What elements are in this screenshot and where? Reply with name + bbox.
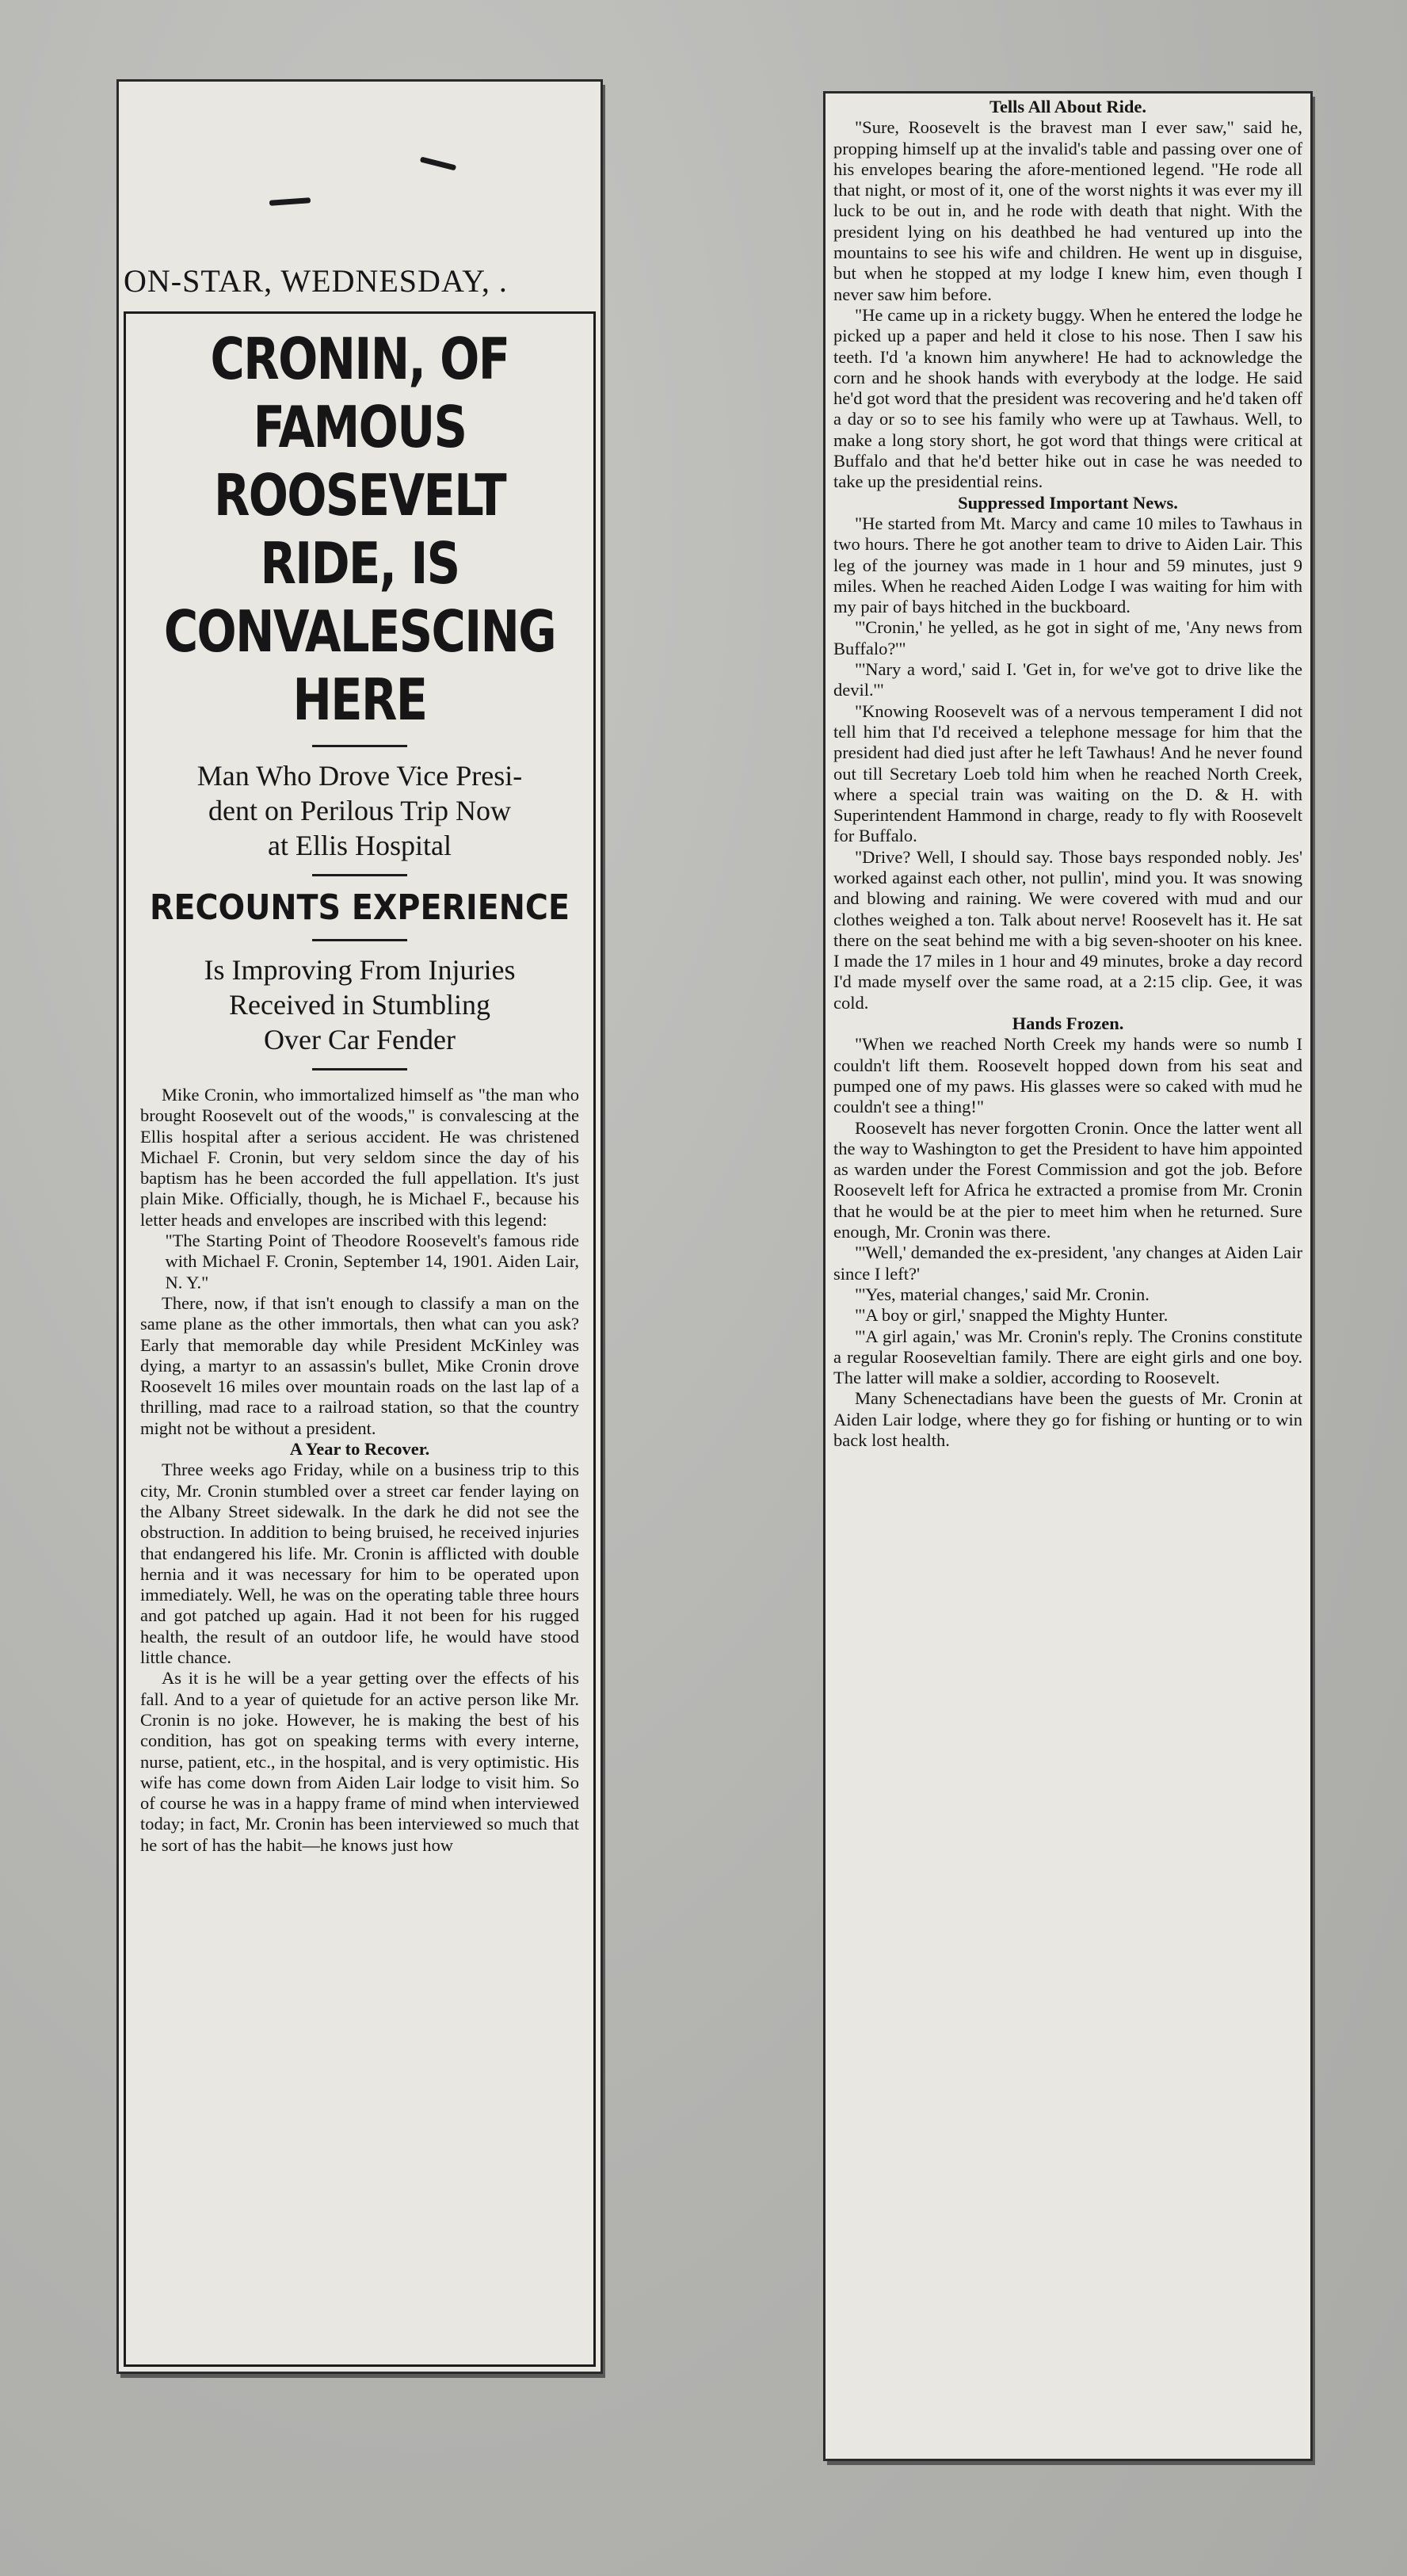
- headline-line: CRONIN, OF FAMOUS: [210, 326, 509, 460]
- paragraph: "'Cronin,' he yelled, as he got in sight of me, 'Any news from Buffalo?'": [833, 617, 1302, 658]
- subheading: Hands Frozen.: [1012, 1013, 1124, 1034]
- paragraph: "'Well,' demanded the ex-president, 'any changes at Aiden Lair since I left?': [833, 1242, 1302, 1284]
- ink-mark: [269, 197, 311, 206]
- deck-line: at Ellis Hospital: [268, 830, 452, 861]
- ink-mark: [420, 157, 456, 171]
- masthead: ON-STAR, WEDNESDAY, .: [124, 263, 508, 299]
- paragraph: "When we reached North Creek my hands were so numb I couldn't lift them. Roosevelt hopped down from his seat and pumped one of my paws. His glasses were so caked with mud he couldn't see a thing!": [833, 1034, 1302, 1117]
- paragraph: As it is he will be a year getting over the effects of his fall. And to a year of quietude for an active person like Mr. Cronin is no joke. However, he is making the best of his condition, has got on speaking terms with every interne, nurse, patient, etc., in the hospital, and is very optimistic. His wife has come down from Aiden Lair lodge to visit him. So of course he was in a happy frame of mind when interviewed today; in fact, Mr. Cronin has been interviewed so much that he sort of has the habit—he knows just how: [140, 1668, 579, 1855]
- paragraph: "'Yes, material changes,' said Mr. Cronin.: [855, 1284, 1150, 1304]
- paragraph: "'Nary a word,' said I. 'Get in, for we've got to drive like the devil.'": [833, 659, 1302, 700]
- paragraph: "He came up in a rickety buggy. When he entered the lodge he picked up a paper and held it close to his nose. Then I saw his teeth. I'd 'a known him anywhere! He had to acknowledge the corn and he shook hands with everybody at the lodge. He said he'd got word that the president was recovering and he'd taken off a day or so to see his family who were up at Tawhaus. Well, to make a long story short, he got word that things were critical at Buffalo and that he'd better hike out in case he was needed to take up the presidential reins.: [833, 304, 1302, 492]
- paragraph: Many Schenectadians have been the guests of Mr. Cronin at Aiden Lair lodge, where they go for fishing or hunting or to win back lost health.: [833, 1388, 1302, 1450]
- paragraph: Roosevelt has never forgotten Cronin. Once the latter went all the way to Washington to get the President to have him appointed as warden under the Forest Commission and got the job. Before Roosevelt left for Africa he extracted a promise from Mr. Cronin that he would be at the pier to meet him when he returned. Sure enough, Mr. Cronin was there.: [833, 1117, 1302, 1242]
- deck-line: Is Improving From Injuries: [204, 954, 516, 986]
- legend-quote: "The Starting Point of Theodore Roosevelt's famous ride with Michael F. Cronin, September 14, 1901. Aiden Lair, N. Y.": [165, 1231, 579, 1292]
- paragraph: "'A boy or girl,' snapped the Mighty Hunter.: [855, 1305, 1169, 1326]
- left-newspaper-clipping: [119, 82, 601, 2372]
- clipping-header-strip: [119, 82, 601, 246]
- paragraph: There, now, if that isn't enough to classify a man on the same plane as the other immortals, then what can you ask? Early that memorable day while President McKinley was dying, a martyr to an assassin's bullet, Mike Cronin drove Roosevelt 16 miles over mountain roads on the last lap of a thrilling, mad race to a railroad station, so that the country might not be without a president.: [140, 1292, 579, 1438]
- paragraph: "Sure, Roosevelt is the bravest man I ever saw," said he, propping himself up at the invalid's table and passing over one of his envelopes bearing the afore-mentioned legend. "He rode all that night, or most of it, one of the worst nights it was ever my ill luck to be out in, and he rode with death that night. With the president lying on his deathbed he had ventured up into the mountains to see his wife and children. He went up in disguise, but when he stopped at my lodge I knew him, even though I never saw him before.: [833, 117, 1302, 304]
- article-body: [140, 1085, 579, 1856]
- deck-line: Over Car Fender: [264, 1024, 456, 1055]
- subheading: Tells All About Ride.: [989, 97, 1146, 116]
- paragraph: "'A girl again,' was Mr. Cronin's reply. The Cronins constitute a regular Rooseveltian family. There are eight girls and one boy. The latter will make a soldier, according to Roosevelt.: [833, 1326, 1302, 1388]
- article-box: [124, 311, 596, 2367]
- article-body-continued: [826, 93, 1310, 1451]
- subheading: Suppressed Important News.: [958, 492, 1178, 513]
- deck-line: dent on Perilous Trip Now: [208, 795, 512, 826]
- headline-line: ROOSEVELT RIDE, IS: [213, 462, 506, 597]
- paragraph: "Knowing Roosevelt was of a nervous temperament I did not tell him that I'd received a telephone message for him that the president had died just after he left Tawhaus! And he never found out till Secretary Loeb told him when he reached North Creek, where a special train was waiting on the D. & H. with Superintendent Hammond in charge, ready to fly with Roosevelt for Buffalo.: [833, 700, 1302, 846]
- deck-line: Received in Stumbling: [229, 989, 490, 1021]
- paragraph: "Drive? Well, I should say. Those bays responded nobly. Jes' worked against each other, not pullin', mind you. It was snowing and blowing and raining. We were covered with mud and our clothes weighed a ton. Talk about nerve! Roosevelt has it. He sat there on the seat behind me with a big seven-shooter on his knee. I made the 17 miles in 1 hour and 49 minutes, broke a day record I'd made myself over the same road, at a 2:15 clip. Gee, it was cold.: [833, 846, 1302, 1013]
- right-newspaper-clipping: [826, 93, 1310, 2459]
- paragraph: Mike Cronin, who immortalized himself as "the man who brought Roosevelt out of the woods," is convalescing at the Ellis hospital after a serious accident. He was christened Michael F. Cronin, but very seldom since the day of his baptism has he been accorded the full appellation. It's just plain Mike. Officially, though, he is Michael F., because his letter heads and envelopes are inscribed with this legend:: [140, 1085, 579, 1230]
- deck-heading: RECOUNTS EXPERIENCE: [149, 887, 570, 928]
- rule: [312, 939, 407, 941]
- paragraph: Three weeks ago Friday, while on a business trip to this city, Mr. Cronin stumbled over a street car fender laying on the Albany Street sidewalk. In the dark he did not see the obstruction. In addition to being bruised, he received injuries that endangered his life. Mr. Cronin is afflicted with double hernia and it was necessary for him to be operated upon immediately. Well, he was on the operating table three hours and got patched up again. Had it not been for his rugged health, the result of an outdoor life, he would have stood little chance.: [140, 1460, 579, 1668]
- rule: [312, 745, 407, 747]
- paragraph: "He started from Mt. Marcy and came 10 miles to Tawhaus in two hours. There he got another team to drive to Aiden Lair. This leg of the journey was made in 1 hour and 59 minutes, just 9 miles. When he reached Aiden Lodge I was waiting for him with my pair of bays hitched in the buckboard.: [833, 513, 1302, 617]
- rule: [312, 1068, 407, 1070]
- deck-line: Man Who Drove Vice Presi-: [196, 760, 523, 792]
- headline-line: CONVALESCING HERE: [163, 598, 556, 733]
- rule: [312, 874, 407, 876]
- subheading: A Year to Recover.: [289, 1439, 430, 1460]
